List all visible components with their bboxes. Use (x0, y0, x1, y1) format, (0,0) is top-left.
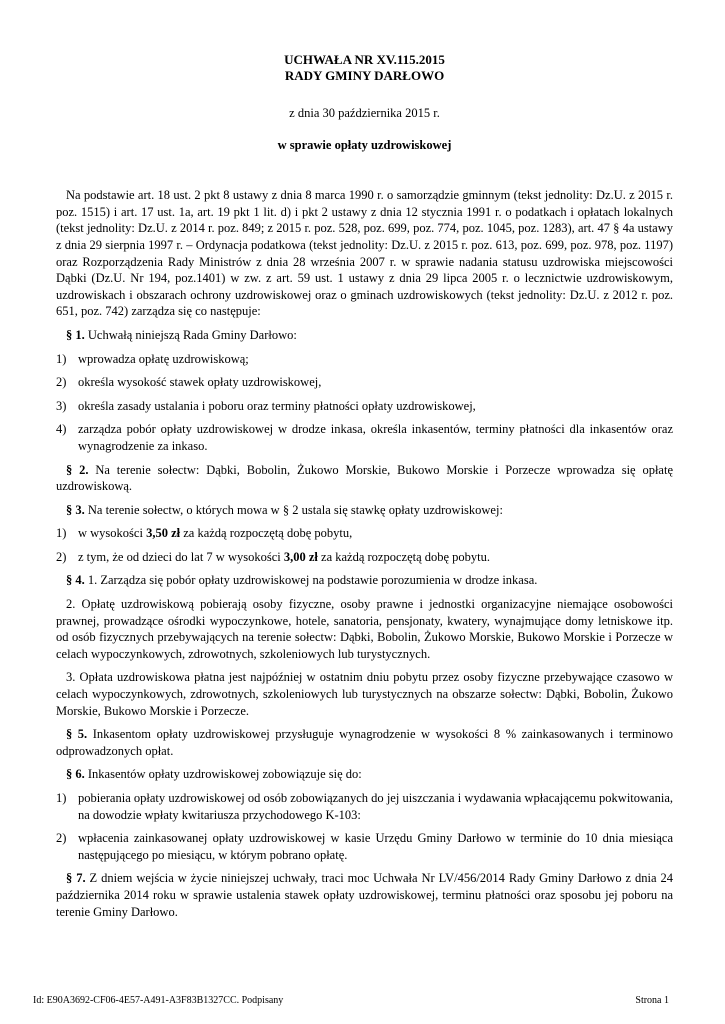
list-item-text: pobierania opłaty uzdrowiskowej od osób zobowiązanych do jej uiszczania i wydawania wpłacającemu pokwitowania, na dowodzie wpłaty kwitariusza przychodowego K-103: (78, 791, 673, 822)
section-6-list (56, 790, 673, 863)
document-date: z dnia 30 października 2015 r. (289, 106, 440, 120)
section-6-text: Inkasentów opłaty uzdrowiskowej zobowiązuje się do: (84, 767, 362, 782)
list-item-text: wpłacenia zainkasowanej opłaty uzdrowiskowej w kasie Urzędu Gminy Darłowo w terminie do 10 dnia miesiąca następującego po miesiącu, w którym pobrano opłatę. (78, 831, 673, 862)
list-item (56, 374, 673, 391)
section-4-paragraph-3: 3. Opłata uzdrowiskowa płatna jest najpóźniej w ostatnim dniu pobytu przez osoby fizyczne przebywające czasowo w celach wypoczynkowych, zdrowotnych, szkoleniowych lub turystycznych na obszarze sołectw: Dąbki, Bobolin, Żukowo Morskie, Bukowo Morskie i Porzecze. (56, 670, 673, 718)
list-item-text: z tym, że od dzieci do lat 7 w wysokości 3,00 zł za każdą rozpoczętą dobę pobytu. (78, 549, 491, 564)
document-id: Id: E90A3692-CF06-4E57-A491-A3F83B1327CC. Podpisany (33, 995, 284, 1006)
section-3-list (56, 525, 673, 565)
list-item-number: 2) (56, 375, 67, 390)
list-item (56, 398, 673, 415)
section-3-text: Na terenie sołectw, o których mowa w § 2 ustala się stawkę opłaty uzdrowiskowej: (84, 502, 503, 517)
document-page (56, 52, 673, 920)
page-number: Strona 1 (635, 995, 669, 1006)
section-7 (56, 870, 673, 920)
list-item-text: określa zasady ustalania i poboru oraz terminy płatności opłaty uzdrowiskowej, (78, 398, 476, 413)
list-item (56, 830, 673, 863)
list-item-text: zarządza pobór opłaty uzdrowiskowej w drodze inkasa, określa inkasentów, terminy płatności dla inkasentów oraz wynagrodzenie za inkaso. (78, 422, 673, 453)
preamble: Na podstawie art. 18 ust. 2 pkt 8 ustawy z dnia 8 marca 1990 r. o samorządzie gminnym (tekst jednolity: Dz.U. z 2015 r. poz. 1515) i art. 17 ust. 1a, art. 19 pkt 1 lit. d) i pkt 2 ustawy z dnia 12 stycznia 1991 r. o podatkach i opłatach lokalnych (tekst jednolity: Dz.U. z 2014 r. poz. 849; z 2015 r. poz. 528, poz. 699, poz. 774, poz. 1045, poz. 1283), art. 47 § 4a ustawy z dnia 29 sierpnia 1997 r. – Ordynacja podatkowa (tekst jednolity: Dz.U. z 2015 r. poz. 613, poz. 699, poz. 978, poz. 1197) oraz Rozporządzenia Rady Ministrów z dnia 28 września 2007 r. w sprawie nadania statusu uzdrowiska miejscowości Dąbki (Dz.U. Nr 194, poz.1401) w zw. z art. 59 ust. 1 ustawy z dnia 29 lipca 2005 r. o lecznictwie uzdrowiskowym, uzdrowiskach i obszarach ochrony uzdrowiskowej oraz o gminach uzdrowiskowych (tekst jednolity: Dz.U. z 2012 r. poz. 651, poz. 742) zarządza się co następuje: (56, 188, 673, 319)
list-item-text: określa wysokość stawek opłaty uzdrowiskowej, (78, 375, 322, 390)
section-2-text: Na terenie sołectw: Dąbki, Bobolin, Żukowo Morskie, Bukowo Morskie i Porzecze wprowadza się opłatę uzdrowiskową. (56, 462, 673, 494)
section-1-text: Uchwałą niniejszą Rada Gminy Darłowo: (84, 327, 297, 342)
list-item-number: 4) (56, 422, 67, 437)
section-6-mark: § 6. (66, 767, 85, 782)
rate-value: 3,00 zł (283, 549, 318, 564)
section-7-text: Z dniem wejścia w życie niniejszej uchwały, traci moc Uchwała Nr LV/456/2014 Rady Gminy Darłowo z dnia 24 października 2014 roku w sprawie ustalenia stawek opłaty uzdrowiskowej, terminu płatności oraz sposobu jej poboru na terenie Gminy Darłowo. (56, 871, 673, 919)
section-7-mark: § 7. (66, 871, 86, 886)
section-2 (56, 462, 673, 495)
document-title (56, 52, 673, 84)
section-1 (56, 327, 673, 344)
title-line-1: UCHWAŁA NR XV.115.2015 (284, 52, 445, 67)
document-subject: w sprawie opłaty uzdrowiskowej (277, 137, 452, 152)
list-item-number: 1) (56, 351, 67, 366)
section-5-text: Inkasentom opłaty uzdrowiskowej przysługuje wynagrodzenie w wysokości 8 % zainkasowanych i terminowo odprowadzonych opłat. (56, 727, 674, 758)
list-item (56, 421, 673, 454)
section-5 (56, 726, 673, 759)
rate-value: 3,50 zł (146, 526, 181, 541)
list-item-text: w wysokości 3,50 zł za każdą rozpoczętą dobę pobytu, (78, 526, 353, 541)
list-item-number: 2) (56, 831, 67, 846)
list-item (56, 549, 673, 566)
list-item-number: 1) (56, 791, 67, 805)
section-4-text: 1. Zarządza się pobór opłaty uzdrowiskowej na podstawie porozumienia w drodze inkasa. (84, 573, 538, 588)
list-item (56, 525, 673, 542)
title-line-2: RADY GMINY DARŁOWO (284, 68, 445, 83)
section-1-list (56, 351, 673, 455)
section-4 (56, 572, 673, 589)
section-4-mark: § 4. (66, 573, 85, 588)
list-item (56, 351, 673, 368)
section-4-paragraph-2: 2. Opłatę uzdrowiskową pobierają osoby fizyczne, osoby prawne i jednostki organizacyjne niemające osobowości prawnej, prowadzące ośrodki wypoczynkowe, hotele, sanatoria, pensjonaty, kwatery, wynajmujące domy letniskowe itp. od osób fizycznych przebywających na terenie sołectw: Dąbki, Bobolin, Żukowo Morskie, Bukowo Morskie i Porzecze w celach wypoczynkowych, zdrowotnych, szkoleniowych lub turystycznych. (56, 597, 673, 661)
page-footer (33, 995, 669, 1006)
list-item-text: wprowadza opłatę uzdrowiskową; (78, 351, 249, 366)
section-5-mark: § 5. (66, 727, 88, 742)
section-1-mark: § 1. (66, 327, 85, 342)
list-item (56, 790, 673, 823)
list-item-number: 3) (56, 398, 67, 413)
section-6 (56, 766, 673, 783)
list-item-number: 2) (56, 549, 67, 564)
list-item-number: 1) (56, 526, 67, 541)
section-3 (56, 502, 673, 519)
section-2-mark: § 2. (66, 462, 89, 477)
section-3-mark: § 3. (66, 502, 85, 517)
